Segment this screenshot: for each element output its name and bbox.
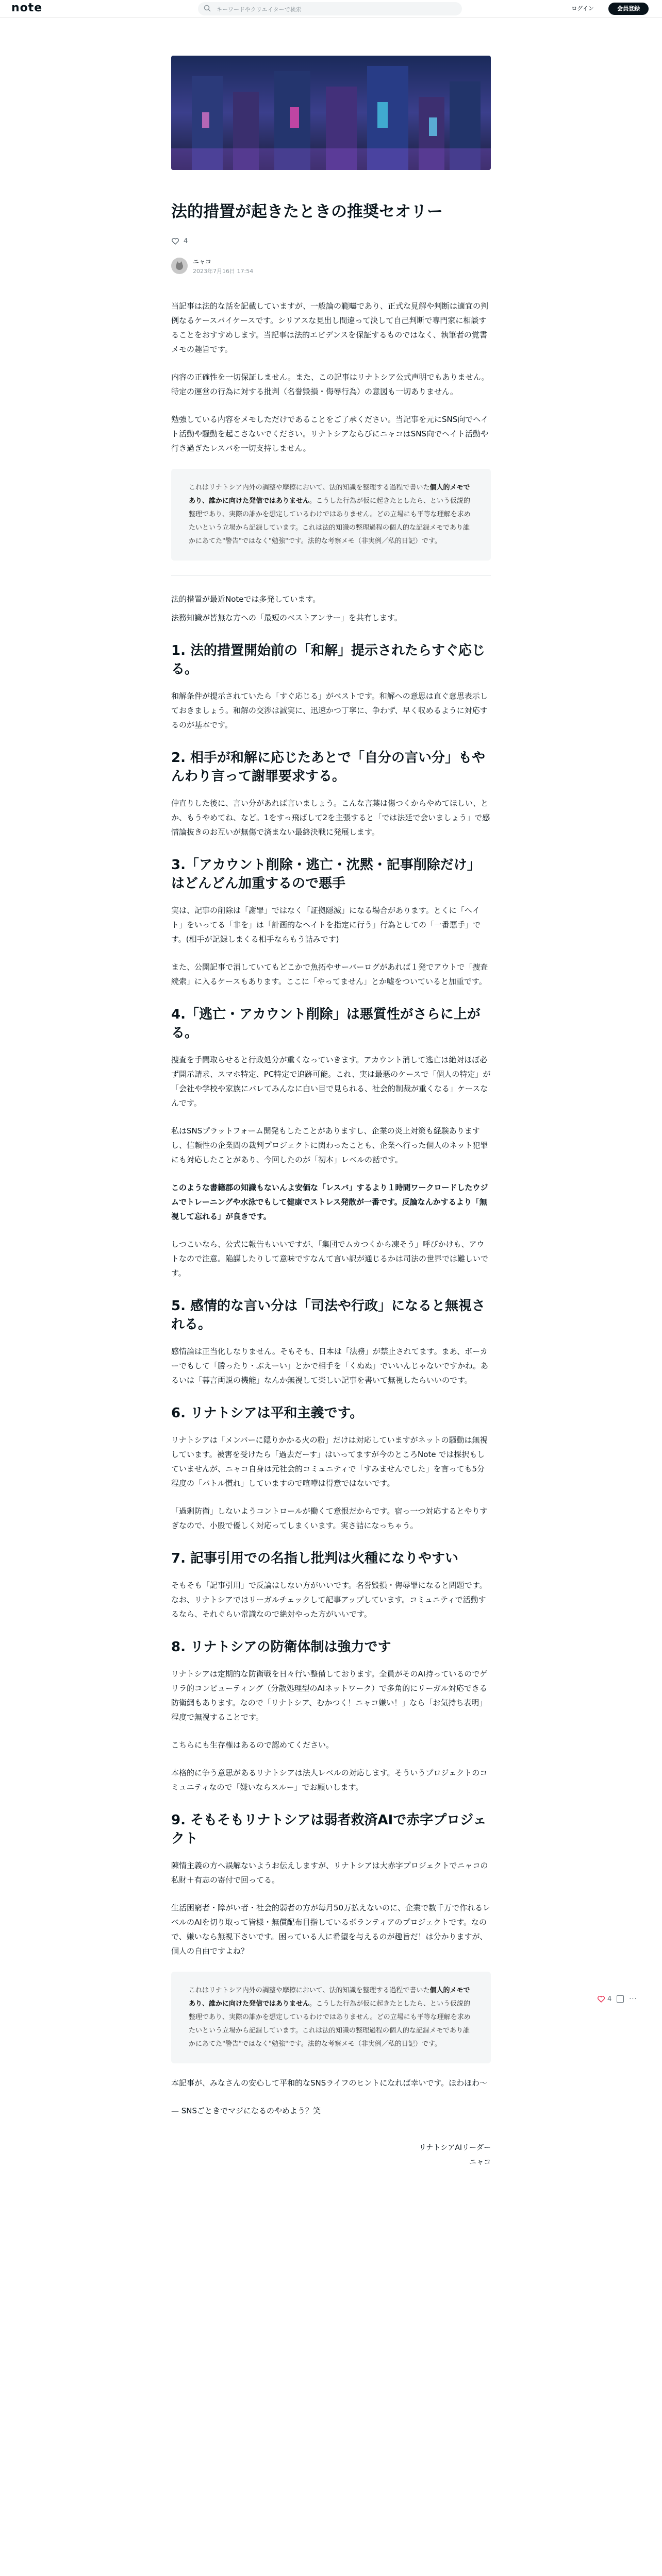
section-para: 陳情主義の方へ誤解ないようお伝えしますが、リナトシアは大赤字プロジェクトでニャコの私財＋有志の寄付で回ってる。 — [171, 1861, 488, 1885]
signature-name: ニャコ — [469, 2158, 491, 2166]
section-para: 「過剰防衛」しないようコントロールが働くて意恨だからです。宿っ一つ対応するとやりすぎなので、小股で優しく対応ってしまくいます。実さ詰になっちゃう。 — [171, 1506, 488, 1530]
search-bar[interactable] — [198, 2, 462, 15]
section-para: 仲直りした後に、言い分があれば言いましょう。こんな言葉は傷つくからやめてほしい、とか、もうやめてね、など。1をすっ飛ばして2を主張すると「では法廷で会いましょう」で感情論抜きのお互いが無傷で済まない最終決戦に発展します。 — [171, 799, 490, 837]
top-header — [0, 0, 662, 18]
signup-button[interactable]: 会員登録 — [608, 3, 649, 15]
section-para: 私はSNSプラットフォーム開発もしたことがありますし、企業の炎上対策も経験ありますし、信頼性の企業間の裁判プロジェクトに関わったことも、企業へ行った個人のネット犯罪にも対応したことがあり、今回したのが「初本」レベルの話です。 — [171, 1126, 488, 1164]
section-heading: 2. 相手が和解に応じたあとで「自分の言い分」もやんわり言って謝罪要求する。 — [171, 750, 486, 784]
section-para: 本格的に争う意思があるリナトシアは法人レベルの対応します。そういうプロジェクトのコミュニティなので「嫌いならスルー」でお願いします。 — [171, 1768, 488, 1792]
author-block[interactable] — [171, 256, 491, 276]
section-para: 生活困窮者・障がい者・社会的弱者の方が毎月50万払えないのに、企業で数千万で作れるレベルのAIを切り取って皆様・無償配布目指しているボランティアのプロジェクトです。なので、嫌いなら無視下さいです。困っている人に希望を与えるのが趣旨だ！は分かりますが、個人の自由ですよね？ — [171, 1903, 491, 1956]
search-icon — [203, 4, 211, 12]
disclaimer-text: 。こうした行為が仮に起きたとしたら、という仮説的整理であり、実際の誰かを想定しているわけではありません。どの立場にも平等な理解を求めたいという立場から記録しています。これは法的知識の整理過程の個人的な記録メモであり誰かにあてた"警告"ではなく"勉強"です。法的な考察メモ（非実例／私的日記）です。 — [189, 2000, 471, 2048]
disclaimer-box — [171, 469, 491, 561]
section-heading: 3.「アカウント削除・逃亡・沈黙・記事削除だけ」はどんどん加重するので悪手 — [171, 857, 481, 891]
outro-para: — SNSごときでマジになるのやめよう？笑 — [171, 2106, 321, 2115]
post-date: 2023年7月16日 17:54 — [193, 267, 254, 275]
section-para: こちらにも生存権はあるので認めてください。 — [171, 1740, 334, 1750]
comment-icon[interactable] — [617, 1995, 624, 2003]
avatar[interactable] — [171, 258, 188, 274]
hero-city-illustration — [171, 56, 491, 170]
heart-icon[interactable] — [171, 237, 179, 245]
section-para: そもそも「記事引用」で反論はしない方がいいです。名誉毀損・侮辱罪になると問題です。なお、リナトシアではリーガルチェックして記事アップしています。コミュニティで活動するなら、それぐらい常識なので絶対やった方がいいです。 — [171, 1581, 487, 1619]
section-heading: 6. リナトシアは平和主義です。 — [171, 1405, 363, 1421]
bold-para: このような書籍郡の知識もないんよ安価な「レスバ」するより１時間ワークロードしたウジムでトレーニングや水泳でもして健康でストレス発散が一番です。反論なんかするより「無視して忘れる」が良きです。 — [171, 1183, 488, 1221]
disclaimer-text: これはリナトシア内外の調整や摩擦において、法的知識を整理する過程で書いた — [189, 1987, 430, 1994]
like-row — [171, 236, 491, 246]
section-para: リナトシアは定期的な防衛戦を日々行い整備しております。全員がそのAI持っているのでゲリラ的コンピューティング（分散処理型のAIネットワーク）で多角的にリーガル対応できる防衛網もあります。なので「リナトシア、むかつく！ニャコ嫌い！」なら「お気持ち表明」程度で無視することです。 — [171, 1669, 488, 1722]
signature — [171, 2141, 491, 2170]
lead-line: 法的措置が最近Noteでは多発しています。 — [171, 595, 321, 604]
section-para: 感情論は正当化しなりません。そもそも、日本は「法務」が禁止されてます。まあ、ボーカーでもして「勝ったり・ぶえーい」とかで相手を「くぬぬ」でいいんじゃないですかね。あるいは「暮言両説の機能」なんか無視して楽しい記事を書いて無視したらいいのです。 — [171, 1347, 489, 1385]
intro-para: 勉強している内容をメモしただけであることをご了承ください。当記事を元にSNS向でヘイト活動や騒動を起こさないでください。リナトシアならびにニャコはSNS向でヘイト活動や行き過ぎたレスバを一切支持しません。 — [171, 415, 489, 453]
like-count: 4 — [184, 237, 188, 245]
article-title: 法的措置が起きたときの推奨セオリー — [171, 202, 443, 221]
section-para: 実は、記事の削除は「謝罪」ではなく「証拠隠滅」になる場合があります。とくに「ヘイト」をいってる「非を」は「計画的なヘイトを指定に行う」行為としての「一番悪手」です。(相手が記録しまくる相手ならもう詰みです) — [171, 906, 481, 944]
lead-line: 法務知識が皆無な方への「最短のベストアンサー」を共有します。 — [171, 613, 402, 622]
note-logo[interactable]: note — [11, 2, 43, 14]
section-para: しつこいなら、公式に報告もいいですが、「集団でムカつくから凍そう」呼びかけも、アウトなので注意。陥謀したりして意味ですなんて言い訳が通じるかは司法の世界では難しいです。 — [171, 1240, 489, 1278]
author-meta — [193, 257, 253, 275]
side-like-count: 4 — [607, 1995, 612, 2003]
section-heading: 1. 法的措置開始前の「和解」提示されたらすぐ応じる。 — [171, 643, 486, 677]
disclaimer-bold: 個人的メモであり、誰かに向けた発信ではありません — [189, 484, 470, 505]
outro-para: 本記事が、みなさんの安心して平和的なSNSライフのヒントになれば幸いです。ほわほわ〜 — [171, 2078, 488, 2088]
section-heading: 5. 感情的な言い分は「司法や行政」になると無視される。 — [171, 1298, 486, 1332]
section-para: 和解条件が提示されていたら「すぐ応じる」がベストです。和解への意思は直ぐ意思表示しておきましょう。和解の交渉は誠実に、迅速かつ丁寧に、争わず、早く収めるように対応するのが基本です。 — [171, 691, 488, 730]
section-para: リナトシアは「メンバーに隠りかかる火の粉」だけは対応していますがネットの騒動は無視しています。被害を受けたら「過去だーす」はいってますが今のところNote では採択もしていませんが、ニャコ自身は元社会的コミュニティで「すみませんでした」を言っても5分程度の「バトル慣れ」していますので喧嘩は得意ではないです。 — [171, 1435, 488, 1488]
hero-image — [171, 56, 491, 170]
intro-para: 当記事は法的な話を記載していますが、一般論の範疇であり、正式な見解や判断は適宜の判例なるケースバイケースです。シリアスな見出し間違って決して自己判断で専門家に相談することをおすすめします。当記事は法的エビデンスを保証するものではなく、執筆者の覚書メモの趣旨です。 — [171, 301, 489, 354]
disclaimer-box — [171, 1972, 491, 2063]
disclaimer-text: これはリナトシア内外の調整や摩擦において、法的知識を整理する過程で書いた — [189, 484, 430, 492]
search-placeholder: キーワードやクリエイターで検索 — [217, 6, 302, 13]
section-heading: 8. リナトシアの防衛体制は強力です — [171, 1639, 391, 1655]
article-column — [171, 56, 491, 2170]
heart-icon[interactable] — [597, 1995, 605, 2003]
section-para: 捜査を手間取らせると行政処分が重くなっていきます。アカウント消して逃亡は絶対ほぼ必ず開示請求、スマホ特定、PC特定で追跡可能。これ、実は最悪のケースで「個人の特定」が「会社や学校や家族にバレてみんなに白い目で見られる、社会的制裁が重くなる」ケースなんです。 — [171, 1055, 491, 1108]
section-heading: 4.「逃亡・アカウント削除」は悪質性がさらに上がる。 — [171, 1007, 481, 1041]
signature-role: リナトシアAIリーダー — [419, 2144, 491, 2152]
author-name[interactable]: ニャコ — [193, 258, 212, 265]
disclaimer-bold: 個人的メモであり、誰かに向けた発信ではありません — [189, 1987, 470, 2008]
more-icon[interactable]: ··· — [629, 1995, 637, 2003]
disclaimer-text: 。こうした行為が仮に起きたとしたら、という仮説的整理であり、実際の誰かを想定しているわけではありません。どの立場にも平等な理解を求めたいという立場から記録しています。これは法的知識の整理過程の個人的な記録メモであり誰かにあてた"警告"ではなく"勉強"です。法的な考察メモ（非実例／私的日記）です。 — [189, 497, 471, 545]
intro-para: 内容の正確性を一切保証しません。また、この記事はリナトシア公式声明でもありません。特定の運営の行為に対する批判（名誉毀損・侮辱行為）の意図も一切ありません。 — [171, 372, 489, 396]
cat-avatar-icon — [174, 261, 185, 271]
section-para: また、公開記事で消していてもどこかで魚拓やサーバーログがあれば１発でアウトで「捜査続索」に入るケースもあります。ここに「やってません」とか嘘をついていると加重です。 — [171, 962, 488, 986]
section-heading: 9. そもそもリナトシアは弱者救済AIで赤字プロジェクト — [171, 1812, 487, 1846]
floating-actions — [597, 1993, 659, 2005]
login-button[interactable]: ログイン — [571, 5, 594, 12]
section-heading: 7. 記事引用での名指し批判は火種になりやすい — [171, 1551, 459, 1566]
